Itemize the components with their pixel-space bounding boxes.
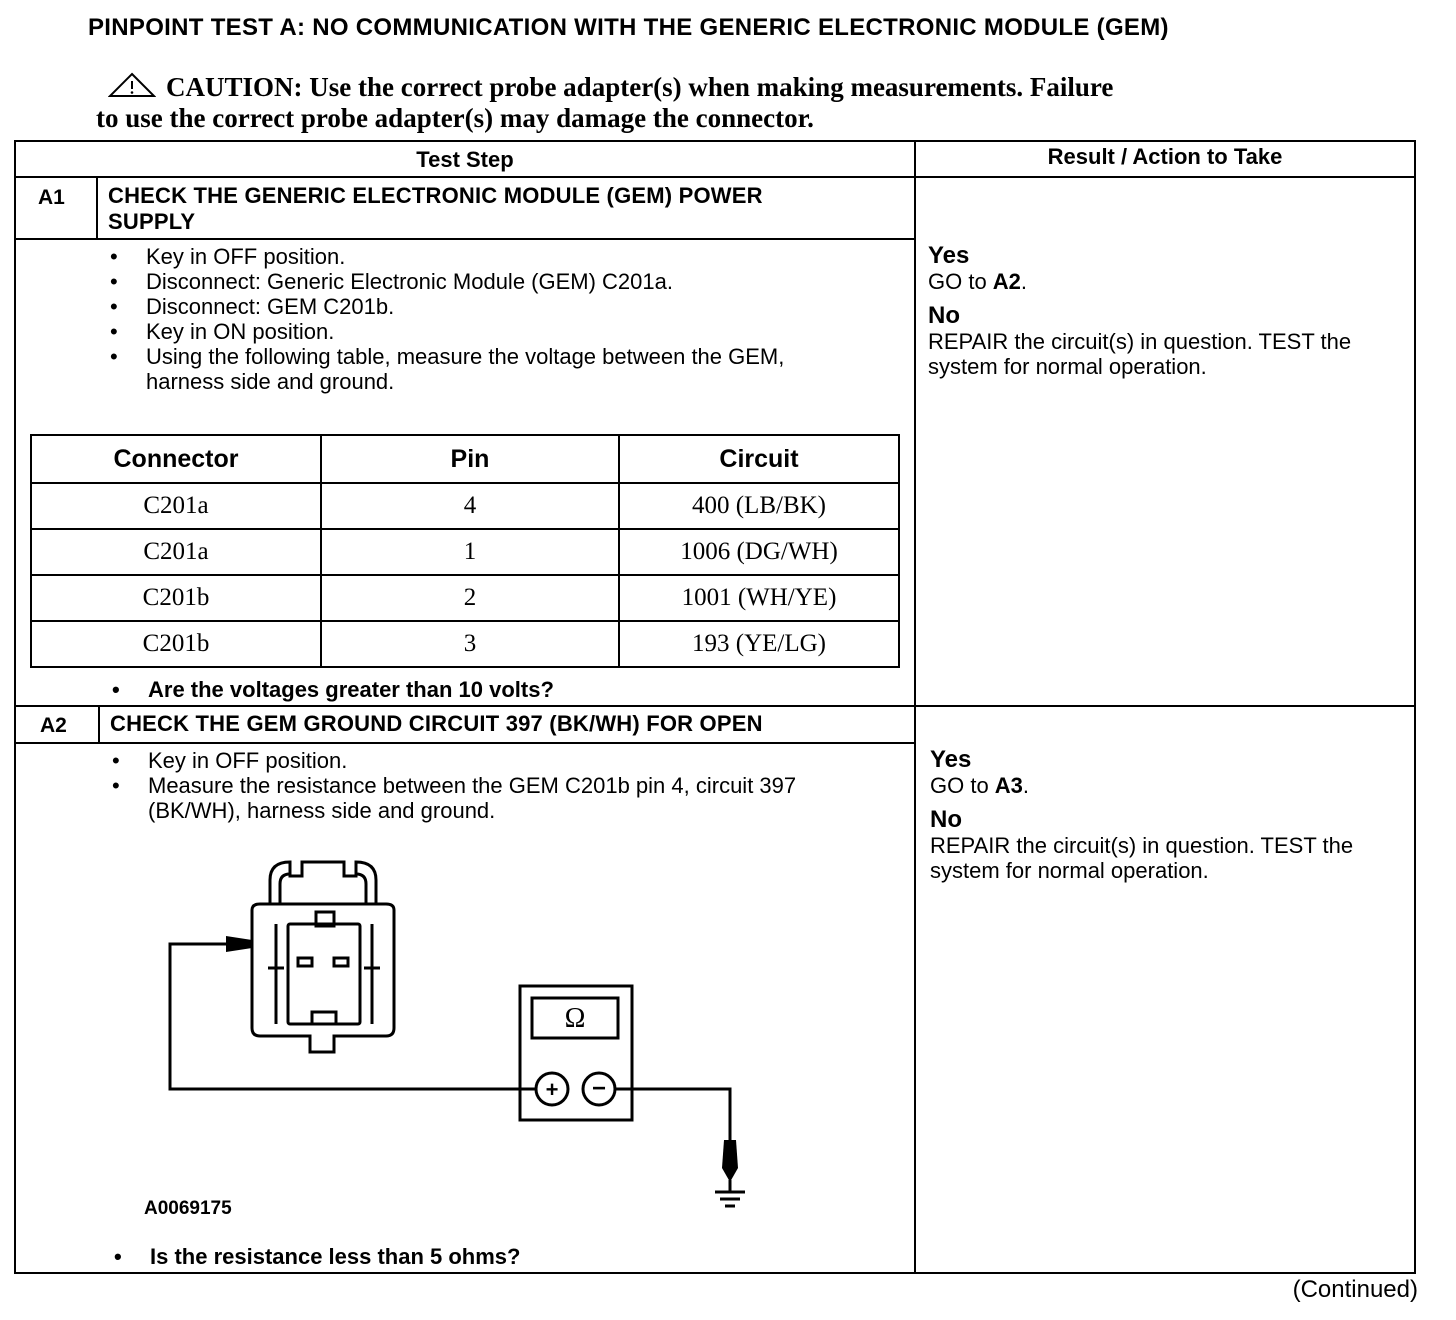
resistance-test-diagram	[140, 840, 780, 1210]
yes-action	[930, 773, 1400, 798]
caution-text-line1: Use the correct probe adapter(s) when making measurements. Failure	[309, 72, 1114, 102]
cell-connector: C201b	[31, 575, 321, 621]
cell-connector: C201a	[31, 529, 321, 575]
a2-title-divider	[14, 742, 915, 744]
a1-id-divider	[96, 176, 98, 239]
cell-connector: C201a	[31, 483, 321, 529]
measurement-table	[30, 434, 900, 668]
yes-action	[928, 269, 1398, 294]
column-divider	[914, 140, 916, 1274]
caution-note	[96, 72, 1326, 134]
table-header-row	[31, 435, 899, 483]
ohm-symbol: Ω	[564, 1003, 586, 1034]
continued-note: (Continued)	[1292, 1276, 1418, 1303]
minus-symbol: −	[591, 1075, 607, 1102]
table-row	[31, 529, 899, 575]
yes-action-text: GO to	[930, 773, 995, 798]
step-a2-id: A2	[40, 714, 67, 737]
step-a1-bullets	[106, 244, 866, 394]
list-item: • Using the following table, measure the voltage between the GEM, harness side and ground.	[106, 344, 866, 394]
step-a1-title-line2: SUPPLY	[108, 209, 196, 234]
table-row	[31, 621, 899, 667]
yes-action-end: .	[1020, 269, 1028, 294]
warning-triangle-icon	[108, 72, 156, 98]
cell-pin: 2	[321, 575, 619, 621]
step-a1-title-line1: CHECK THE GENERIC ELECTRONIC MODULE (GEM) POWER	[108, 183, 763, 208]
yes-action-target: A3	[994, 773, 1023, 798]
list-item: • Key in OFF position.	[108, 748, 878, 773]
table-row	[31, 483, 899, 529]
no-action: REPAIR the circuit(s) in question. TEST the system for normal operation.	[930, 833, 1354, 883]
cell-pin: 4	[321, 483, 619, 529]
yes-action-end: .	[1022, 773, 1030, 798]
step-a2-result	[930, 746, 1400, 883]
cell-circuit: 1001 (WH/YE)	[619, 575, 899, 621]
yes-label: Yes	[928, 242, 970, 269]
step-a2-bullets	[108, 748, 878, 823]
step-a1-result	[928, 242, 1398, 379]
figure-id: A0069175	[144, 1198, 232, 1219]
column-header-pin: Pin	[321, 435, 619, 483]
list-item: • Key in ON position.	[106, 319, 866, 344]
yes-label: Yes	[930, 746, 972, 773]
no-label: No	[930, 806, 962, 833]
cell-pin: 1	[321, 529, 619, 575]
step-a2-title: CHECK THE GEM GROUND CIRCUIT 397 (BK/WH) FOR OPEN	[110, 711, 763, 736]
ground-clip	[722, 1140, 738, 1182]
cell-pin: 3	[321, 621, 619, 667]
positive-lead-wire	[170, 944, 536, 1089]
yes-action-text: GO to	[928, 269, 993, 294]
cell-circuit: 193 (YE/LG)	[619, 621, 899, 667]
probe-tip	[226, 936, 252, 952]
yes-action-target: A2	[992, 269, 1021, 294]
gem-connector-body	[288, 924, 360, 1024]
list-item: • Measure the resistance between the GEM C201b pin 4, circuit 397 (BK/WH), harness side and ground.	[108, 773, 878, 823]
caution-text-line2: to use the correct probe adapter(s) may damage the connector.	[96, 103, 814, 133]
a2-id-divider	[98, 705, 100, 743]
step-a1-question: • Are the voltages greater than 10 volts?	[108, 677, 554, 703]
cell-circuit: 400 (LB/BK)	[619, 483, 899, 529]
step-a1-id: A1	[38, 186, 65, 209]
plus-symbol: +	[545, 1077, 559, 1102]
page-title: PINPOINT TEST A: NO COMMUNICATION WITH THE GENERIC ELECTRONIC MODULE (GEM)	[88, 14, 1169, 41]
list-item: • Disconnect: Generic Electronic Module (GEM) C201a.	[106, 269, 866, 294]
cell-circuit: 1006 (DG/WH)	[619, 529, 899, 575]
step-a2-question: • Is the resistance less than 5 ohms?	[110, 1244, 520, 1270]
header-result: Result / Action to Take	[1047, 144, 1283, 169]
a1-title-divider	[14, 238, 915, 240]
step-a1-title	[108, 183, 763, 235]
gem-connector-latch	[270, 862, 376, 904]
header-test-step: Test Step	[416, 147, 514, 172]
list-item: • Disconnect: GEM C201b.	[106, 294, 866, 319]
cell-connector: C201b	[31, 621, 321, 667]
table-row	[31, 575, 899, 621]
column-header-circuit: Circuit	[619, 435, 899, 483]
caution-label: CAUTION:	[166, 72, 303, 102]
no-action: REPAIR the circuit(s) in question. TEST the system for normal operation.	[928, 329, 1352, 379]
header-divider	[14, 176, 1416, 178]
no-label: No	[928, 302, 960, 329]
step-divider	[14, 705, 1416, 707]
list-item: • Key in OFF position.	[106, 244, 866, 269]
column-header-connector: Connector	[31, 435, 321, 483]
